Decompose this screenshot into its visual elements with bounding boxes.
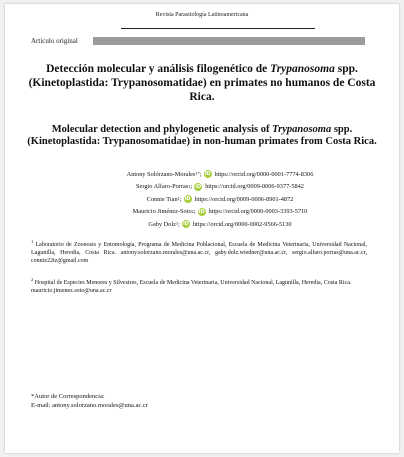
title-spanish [27, 62, 377, 104]
author-row: Antony Solórzano-Morales 1* ; iD https://orcid.org/0000-0001-7774-8306 [126, 170, 314, 178]
correspondence-email[interactable]: E-mail: antony.solorzano.morales@una.ac.cr [31, 402, 148, 409]
orcid-link[interactable]: https://orcid.org/0000-0001-7774-8306 [214, 170, 314, 178]
author-row: Mauricio Jiménez-Soto 2 ; iD https://orcid.org/0000-0003-3393-5710 [132, 208, 308, 216]
orcid-icon[interactable]: iD [184, 196, 191, 203]
author-row: Gaby Dolz 1 ; iD https://orcid.org/0000-0002-9566-5130 [148, 220, 292, 228]
affiliation-text: Hospital de Especies Menores y Silvestres, Escuela de Medicina Veterinaria, Universidad Nacional, Lagunilla, Heredia, Costa Rica. mauricio.jimenez.soto@una.ac.cr [31, 280, 352, 294]
correspondence [31, 392, 148, 410]
author-name: Connie Tian [146, 195, 178, 203]
author-row: Sergio Alfaro-Porras 1 ; iD https://orcid.org/0009-0006-9377-5842 [136, 183, 304, 191]
title-spanish-genus: Trypanosoma [270, 63, 335, 75]
affiliation-number: 1 [31, 239, 34, 244]
document-page [5, 4, 399, 453]
orcid-icon[interactable]: iD [195, 183, 202, 190]
title-english-post: spp. (Kinetoplastida: Trypanosomatidae) in non-human primates from Costa Rica. [27, 124, 377, 147]
title-spanish-post: spp. (Kinetoplastida: Trypanosomatidae) en primates no humanos de Costa Rica. [28, 63, 376, 103]
author-list [65, 168, 375, 231]
author-row: Connie Tian 1 ; iD https://orcid.org/0009-0006-8901-4872 [146, 195, 294, 203]
orcid-link[interactable]: https://orcid.org/0009-0006-8901-4872 [194, 195, 294, 203]
orcid-icon[interactable]: iD [204, 171, 211, 178]
affiliation-2 [31, 279, 367, 295]
orcid-icon[interactable]: iD [198, 208, 205, 215]
orcid-link[interactable]: https://orcid.org/0000-0002-9566-5130 [192, 220, 292, 228]
affiliation-text: Laboratorio de Zoonosis y Entomología, Programa de Medicina Poblacional, Escuela de Medicina Veterinaria, Universidad Nacional, Lagunilla, Heredia, Costa Rica. antony.solorzano.morales@una.ac.cr, gaby.dolz.wiedner@una.ac.cr, sergio.alfaro.porras@una.ac.cr, connie22tz@gmail.com [31, 242, 367, 264]
title-english-pre: Molecular detection and phylogenetic analysis of [51, 124, 273, 135]
orcid-link[interactable]: https://orcid.org/0000-0003-3393-5710 [208, 208, 308, 216]
title-spanish-pre: Detección molecular y análisis filogenético de [46, 63, 271, 75]
orcid-link[interactable]: https://orcid.org/0009-0006-9377-5842 [205, 183, 304, 191]
correspondence-label: *Autor de Correspondencia: [31, 393, 105, 400]
header-bar [93, 37, 365, 45]
author-name: Antony Solórzano-Morales [126, 170, 196, 178]
author-name: Sergio Alfaro-Porras [136, 183, 189, 191]
affiliation-number: 2 [31, 277, 34, 282]
orcid-icon[interactable]: iD [182, 221, 189, 228]
author-name: Gaby Dolz [148, 220, 176, 228]
journal-name: Revista Parasitología Latinoamericana [155, 12, 249, 18]
header-rule [121, 28, 315, 29]
author-name: Mauricio Jiménez-Soto [132, 208, 192, 216]
title-english-genus: Trypanosoma [272, 124, 332, 135]
title-english [27, 124, 377, 148]
article-type: Artículo original [31, 37, 78, 45]
affiliation-1 [31, 241, 367, 265]
